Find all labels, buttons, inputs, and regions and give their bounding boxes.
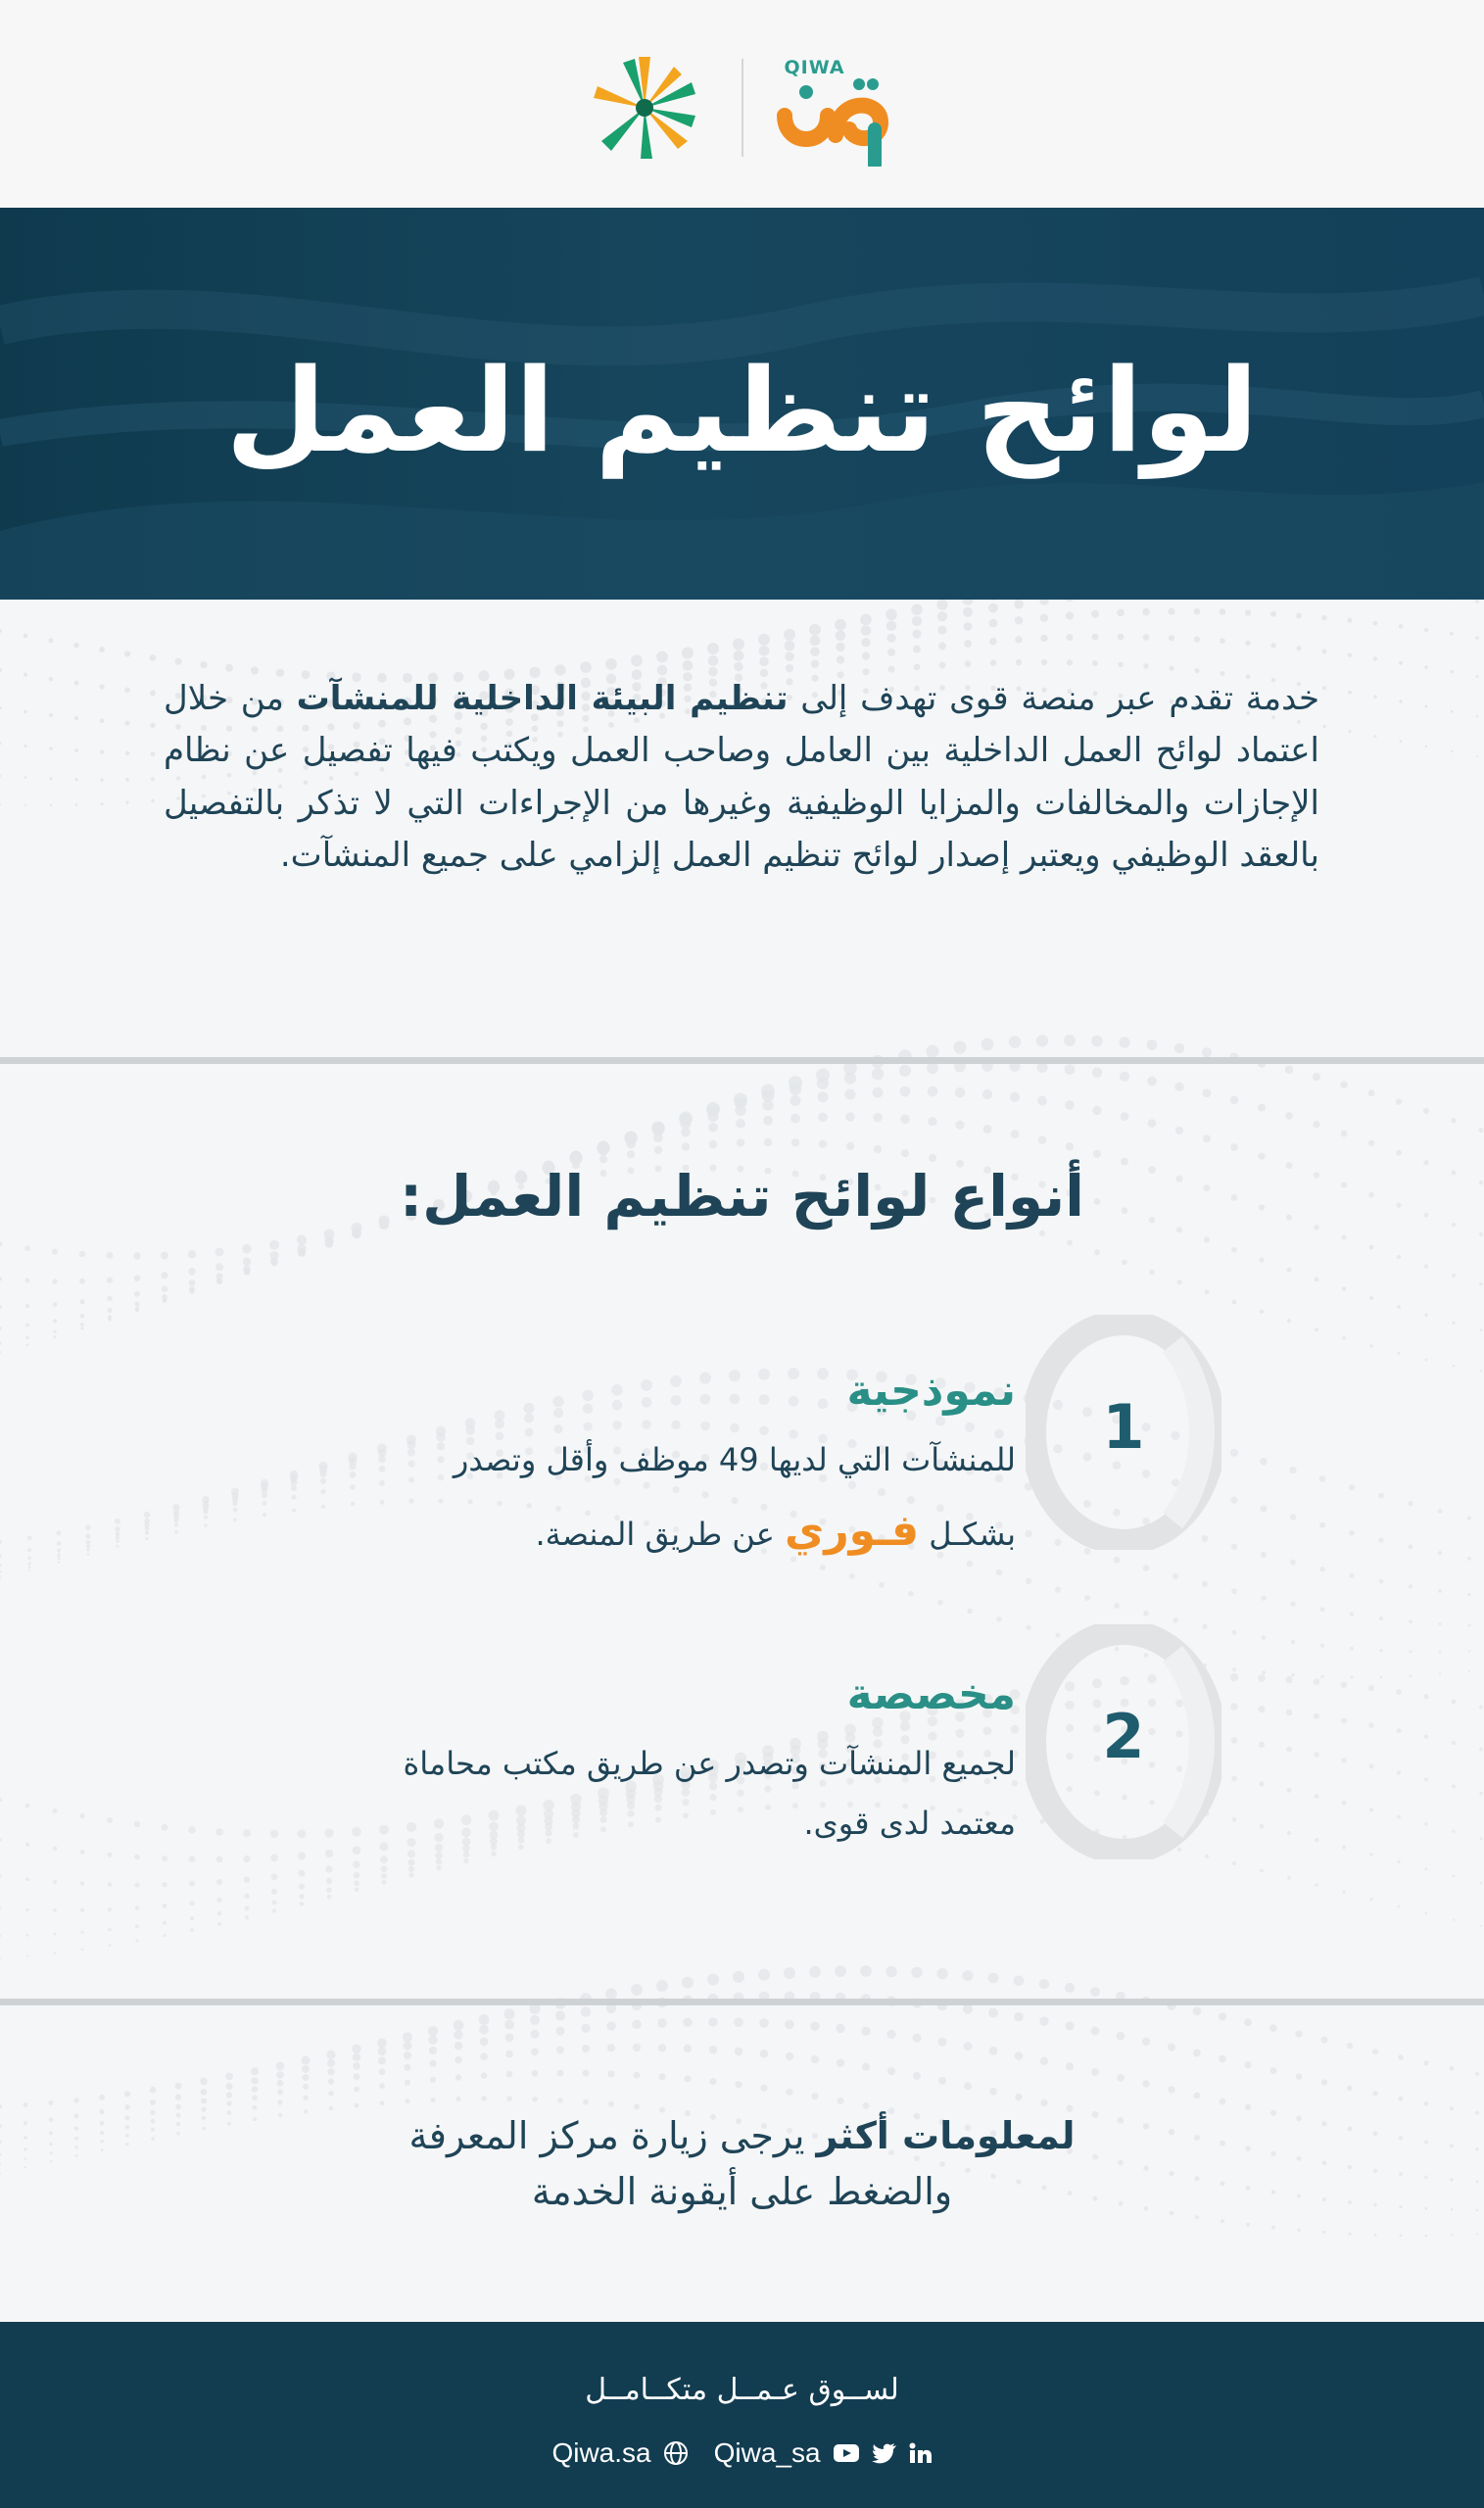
more-info-note	[0, 2108, 1484, 2220]
page-title: لوائح تنظيم العمل	[225, 343, 1259, 478]
qiwa-logo	[777, 49, 904, 167]
more-info-line: والضغط على أيقونة الخدمة	[531, 2170, 953, 2213]
logo-row	[0, 44, 1484, 171]
footer-slogan: لســوق عـمــل متكــامــل	[585, 2373, 899, 2407]
more-info-bold: لمعلومات أكثر	[816, 2114, 1076, 2157]
item-description-line: لجميع المنشآت وتصدر عن طريق مكتب محاماة	[403, 1745, 1016, 1782]
item-description	[252, 1734, 1016, 1854]
section-title-wrap	[0, 1163, 1484, 1230]
intro-text-rest: من خلال اعتماد لوائح العمل الداخلية بين العامل وصاحب العمل ويكتب فيها تفصيل عن نظام الإجازات والمخالفات والمزايا الوظيفية وغيرها من الإجراءات التي لا تذكر بالتفصيل بالعقد الوظيفي ويعتبر إصدار لوائح تنظيم العمل إلزامي على جميع المنشآت.	[164, 679, 1319, 876]
linkedin-icon[interactable]	[909, 2442, 933, 2464]
content-area	[0, 600, 1484, 2322]
line-suffix: عن طريق المنصة.	[535, 1515, 785, 1553]
intro-text-start: خدمة تقدم عبر منصة قوى تهدف إلى	[788, 679, 1319, 718]
more-info-rest: يرجى زيارة مركز المعرفة	[408, 2114, 817, 2157]
line-prefix: بشكـل	[919, 1515, 1016, 1553]
more-info-line	[0, 2108, 1484, 2164]
item-title: مخصصة	[846, 1669, 1016, 1719]
logo-divider	[742, 59, 743, 157]
divider	[0, 1999, 1484, 2005]
youtube-icon[interactable]	[833, 2442, 860, 2464]
item-description	[252, 1430, 1016, 1571]
qiwa-mark-icon	[777, 78, 904, 167]
twitter-icon[interactable]	[872, 2442, 897, 2464]
qiwa-latin-text: QIWA	[784, 57, 845, 78]
intro-highlight: تنظيم البيئة الداخلية للمنشآت	[296, 679, 789, 718]
item-number: 2	[1102, 1701, 1145, 1772]
social-handle-link[interactable]	[714, 2437, 933, 2469]
website-link[interactable]	[551, 2437, 688, 2469]
section-title: أنواع لوائح تنظيم العمل:	[390, 1163, 1094, 1230]
item-title: نموذجية	[846, 1366, 1016, 1416]
social-handle-text: Qiwa_sa	[713, 2437, 821, 2468]
divider	[0, 1057, 1484, 1064]
instant-accent-word: فـوري	[785, 1505, 920, 1556]
footer-social-links	[0, 2437, 1484, 2469]
globe-icon	[663, 2440, 689, 2466]
item-number: 1	[1102, 1391, 1145, 1463]
footer	[0, 2322, 1484, 2508]
item-description-line: معتمد لدى قوى.	[803, 1804, 1016, 1842]
item-description-line	[252, 1490, 1016, 1572]
intro-paragraph	[164, 673, 1319, 883]
ministry-logo	[581, 49, 708, 167]
title-banner	[0, 208, 1484, 600]
header	[0, 0, 1484, 208]
item-description-line: للمنشآت التي لديها 49 موظف وأقل وتصدر	[453, 1441, 1016, 1478]
website-text: Qiwa.sa	[551, 2437, 651, 2468]
